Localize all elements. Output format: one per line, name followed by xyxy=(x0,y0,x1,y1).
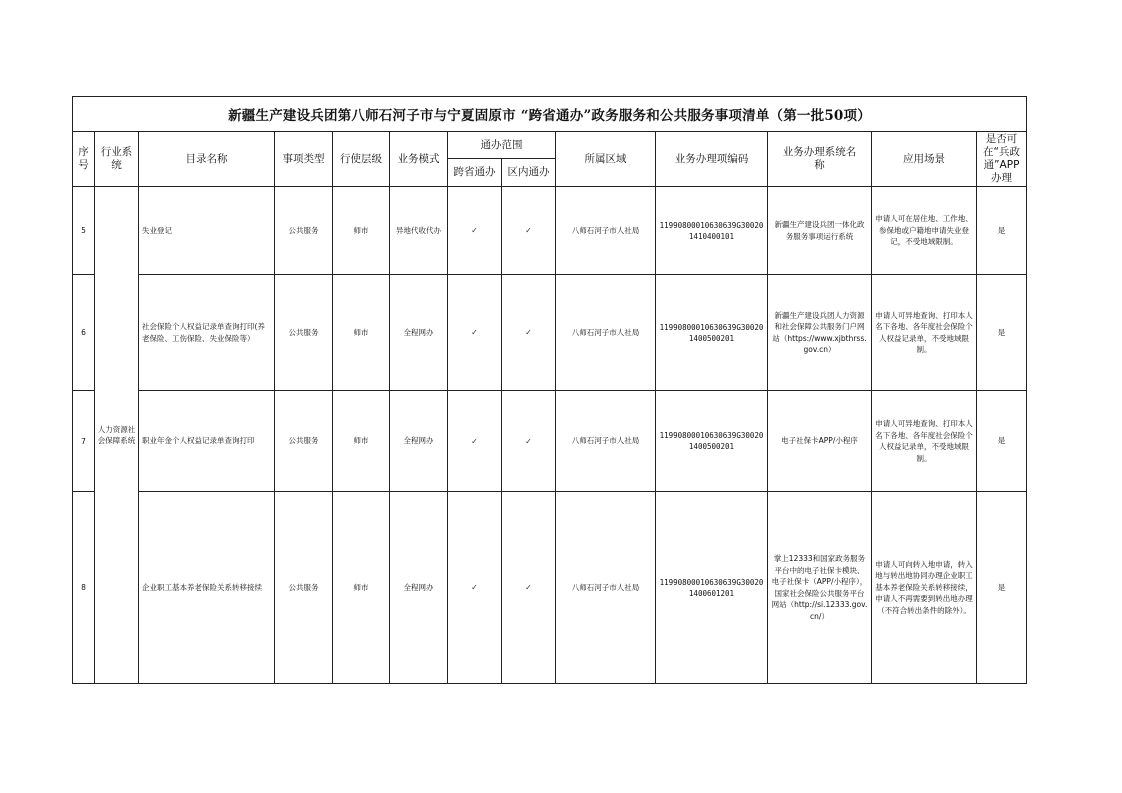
row-region: 八师石河子市人社局 xyxy=(556,275,656,391)
row-app: 是 xyxy=(977,492,1027,684)
service-list-table xyxy=(72,96,1027,684)
header-mode: 业务模式 xyxy=(390,132,448,187)
row-catalog: 失业登记 xyxy=(139,187,275,275)
row-code: 11990800010630639G300201400601201 xyxy=(656,492,768,684)
row-type: 公共服务 xyxy=(275,391,333,492)
row-system: 掌上12333和国家政务服务平台中的电子社保卡模块、电子社保卡（APP/小程序），国家社会保险公共服务平台网站（http://si.12333.gov.cn/） xyxy=(768,492,872,684)
row-local-check: ✓ xyxy=(502,391,556,492)
row-type: 公共服务 xyxy=(275,492,333,684)
row-cross-check: ✓ xyxy=(448,275,502,391)
industry-group-cell: 人力资源社会保障系统 xyxy=(95,187,139,684)
row-catalog: 职业年金个人权益记录单查询打印 xyxy=(139,391,275,492)
row-cross-check: ✓ xyxy=(448,187,502,275)
table-title: 新疆生产建设兵团第八师石河子市与宁夏固原市 “跨省通办”政务服务和公共服务事项清单（第一批50项） xyxy=(73,97,1027,132)
row-seq: 6 xyxy=(73,275,95,391)
row-level: 师市 xyxy=(333,492,390,684)
table-row xyxy=(73,492,1027,684)
row-system: 电子社保卡APP/小程序 xyxy=(768,391,872,492)
row-seq: 7 xyxy=(73,391,95,492)
row-cross-check: ✓ xyxy=(448,492,502,684)
row-scenario: 申请人可向转入地申请，转入地与转出地协同办理企业职工基本养老保险关系转移接续，申请人不再需要到转出地办理（不符合转出条件的除外）。 xyxy=(872,492,977,684)
row-level: 师市 xyxy=(333,187,390,275)
header-system-label: 业务办理系统名称 xyxy=(782,146,857,171)
header-type: 事项类型 xyxy=(275,132,333,187)
row-region: 八师石河子市人社局 xyxy=(556,492,656,684)
row-region: 八师石河子市人社局 xyxy=(556,391,656,492)
row-catalog: 企业职工基本养老保险关系转移接续 xyxy=(139,492,275,684)
table-row xyxy=(73,275,1027,391)
title-row xyxy=(73,97,1027,132)
row-type: 公共服务 xyxy=(275,187,333,275)
row-code: 11990800010630639G300201410400101 xyxy=(656,187,768,275)
table-row xyxy=(73,187,1027,275)
row-code: 11990800010630639G300201400500201 xyxy=(656,275,768,391)
table-row xyxy=(73,391,1027,492)
header-industry: 行业系统 xyxy=(95,132,139,187)
row-level: 师市 xyxy=(333,391,390,492)
header-catalog: 目录名称 xyxy=(139,132,275,187)
row-type: 公共服务 xyxy=(275,275,333,391)
header-app: 是否可在“兵政通”APP办理 xyxy=(977,132,1027,187)
row-local-check: ✓ xyxy=(502,492,556,684)
row-code: 11990800010630639G300201400500201 xyxy=(656,391,768,492)
header-scope: 通办范围 xyxy=(448,132,556,159)
row-mode: 全程网办 xyxy=(390,391,448,492)
row-region: 八师石河子市人社局 xyxy=(556,187,656,275)
header-row-1 xyxy=(73,132,1027,159)
row-app: 是 xyxy=(977,391,1027,492)
row-seq: 8 xyxy=(73,492,95,684)
header-scenario: 应用场景 xyxy=(872,132,977,187)
row-level: 师市 xyxy=(333,275,390,391)
row-cross-check: ✓ xyxy=(448,391,502,492)
row-catalog: 社会保险个人权益记录单查询打印(养老保险、工伤保险、失业保险等） xyxy=(139,275,275,391)
row-seq: 5 xyxy=(73,187,95,275)
header-seq: 序号 xyxy=(73,132,95,187)
header-region: 所属区域 xyxy=(556,132,656,187)
row-system: 新疆生产建设兵团人力资源和社会保障公共服务门户网站（https://www.xjbthrss.gov.cn） xyxy=(768,275,872,391)
header-scope-cross: 跨省通办 xyxy=(448,159,502,187)
row-mode: 全程网办 xyxy=(390,275,448,391)
row-app: 是 xyxy=(977,275,1027,391)
row-local-check: ✓ xyxy=(502,275,556,391)
row-system: 新疆生产建设兵团一体化政务服务事项运行系统 xyxy=(768,187,872,275)
row-scenario: 申请人可异地查询、打印本人名下各地、各年度社会保险个人权益记录单，不受地域限制。 xyxy=(872,275,977,391)
row-mode: 异地代收代办 xyxy=(390,187,448,275)
row-scenario: 申请人可在居住地、工作地、参保地或户籍地申请失业登记，不受地域限制。 xyxy=(872,187,977,275)
row-scenario: 申请人可异地查询、打印本人名下各地、各年度社会保险个人权益记录单，不受地域限制。 xyxy=(872,391,977,492)
row-local-check: ✓ xyxy=(502,187,556,275)
row-app: 是 xyxy=(977,187,1027,275)
row-mode: 全程网办 xyxy=(390,492,448,684)
header-system xyxy=(768,132,872,187)
header-code: 业务办理项编码 xyxy=(656,132,768,187)
header-scope-local: 区内通办 xyxy=(502,159,556,187)
header-level: 行使层级 xyxy=(333,132,390,187)
